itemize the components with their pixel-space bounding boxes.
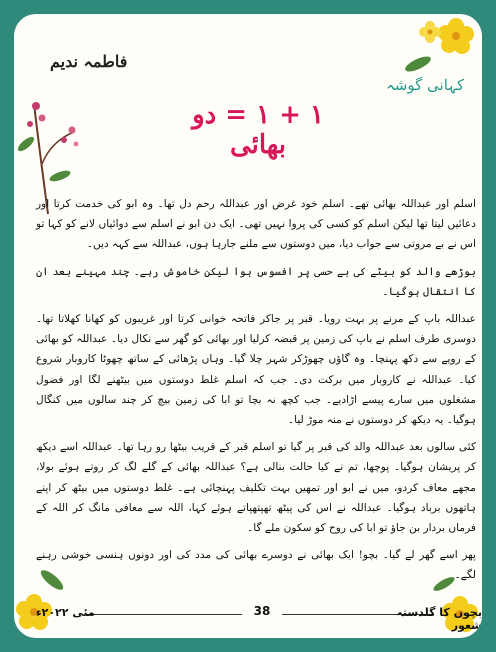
magazine-page xyxy=(14,14,482,638)
paragraph: بوڑھے والد کو بیٹے کی بے حسی پر افسوس ہوا لیکن خاموش رہے۔ چند مہینے بعد ان کا انتقال ہوگیا۔ xyxy=(36,265,476,298)
story-body xyxy=(36,194,476,593)
issue-date: مئی ۲۰۲۲ء xyxy=(36,606,95,619)
paragraph: کئی سالوں بعد عبداللہ والد کی قبر پر گیا تو اسلم قبر کے قریب بیٹھا رو رہا تھا۔ عبداللہ اسے دیکھ کر پریشان ہوگیا۔ پوچھا، تم نے کیا حالت بنالی ہے؟ عبداللہ بھائی کے گلے لگ کر روتے ہوئے بولا، مجھے معاف کردو، میں نے ابو اور تمھیں بہت تکلیف پہنچائی ہے۔ غلط دوستوں میں بیٹھ کر اپنے ہاتھوں برباد ہوگیا۔ عبداللہ نے اس کی پیٹھ تھپتھپاتے ہوئے کہا، اللہ سے معافی مانگ کر اللہ کے فرماں بردار بن جاؤ تو ابا کی روح کو سکون ملے گا۔ xyxy=(36,441,476,535)
story-title: ۱ + ۱ = دو بھائی xyxy=(192,100,324,160)
paragraph: اسلم اور عبداللہ بھائی تھے۔ اسلم خود غرض اور عبداللہ رحم دل تھا۔ وہ ابو کی خدمت کرتا اور دعائیں لیتا تھا لیکن اسلم کو کسی کی پروا نہیں تھی۔ ایک دن ابو نے اسلم سے دوائیاں لانے کو کہا تو اس نے بے مروتی سے جواب دیا، میں دوستوں سے ملنے جارہا ہوں، عبداللہ سے کہہ دیں۔ xyxy=(36,198,476,251)
paragraph: پھر اسے گھر لے گیا۔ بچو! ایک بھائی نے دوسرے بھائی کی مدد کی اور دونوں ہنسی خوشی رہنے لگے۔ xyxy=(36,549,476,582)
paragraph: عبداللہ باپ کے مرنے پر بہت رویا۔ قبر پر جاکر فاتحہ خوانی کرتا اور غریبوں کو کھانا کھلاتا تھا۔ دوسری طرف اسلم نے باپ کی زمین پر قبضہ کرلیا اور بھائی کو گھر سے نکال دیا۔ عبداللہ کو بھائی کے رویے سے دکھ پہنچا۔ وہ گاؤں چھوڑکر شہر چلا گیا۔ وہاں پڑھائی کے ساتھ چھوٹا کاروبار شروع کیا۔ عبداللہ نے کاروبار میں برکت دی۔ جب کہ اسلم غلط دوستوں میں بیٹھنے لگا اور فضول مشغلوں میں سارے پیسے اڑادیے۔ جب کچھ نہ بچا تو ابا کی زمین بیچ کر چند سالوں میں کنگال ہوگیا۔ یہ دیکھ کر دوستوں نے منہ موڑ لیا۔ xyxy=(36,313,476,427)
page-number: 38 xyxy=(242,604,282,618)
author-name: فاطمہ ندیم xyxy=(50,52,128,71)
flower-decoration-top-right xyxy=(402,14,482,78)
magazine-name: بچوں کا گلدستہ شعور xyxy=(396,606,482,632)
section-title: کہانی گوشہ xyxy=(386,76,465,94)
